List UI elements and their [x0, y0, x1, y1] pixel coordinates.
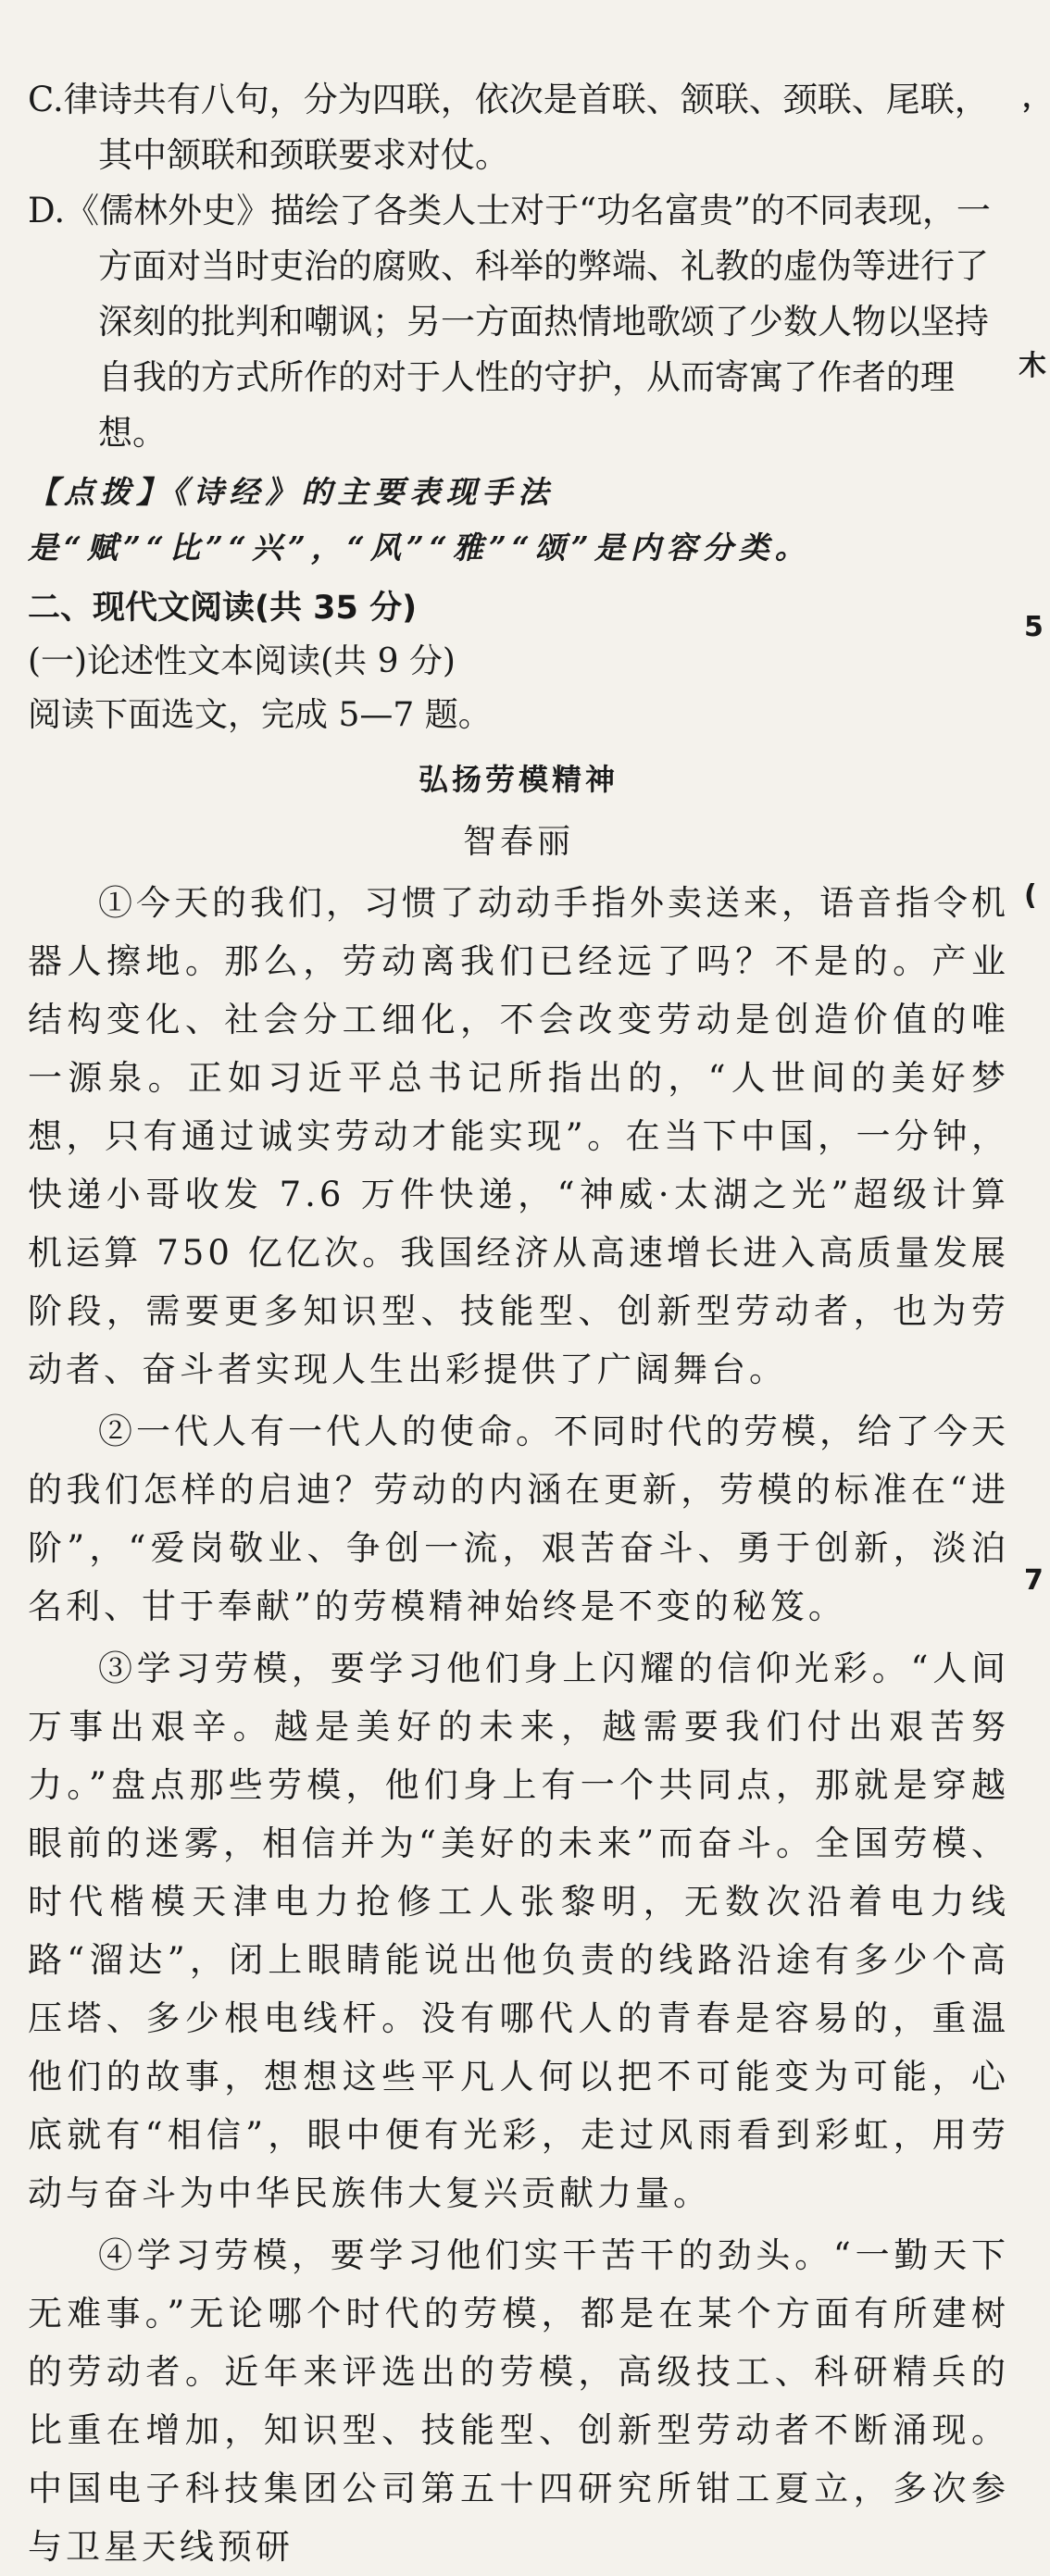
option-d: D.《儒林外史》描绘了各类人士对于“功名富贵”的不同表现，一方面对当时吏治的腐败、科举的弊端、礼教的虚伪等进行了深刻的批判和嘲讽；另一方面热情地歌颂了少数人物以坚持自我的方式所作的对于人性的守护，从而寄寓了作者的理想。 — [28, 191, 991, 453]
edge-mark-a: ， — [1022, 81, 1050, 114]
section-instruction: 阅读下面选文，完成 5—7 题。 — [28, 696, 492, 734]
edge-mark-d: ( — [1024, 879, 1037, 912]
article-paragraph-4: ④学习劳模，要学习他们实干苦干的劲头。“一勤天下无难事。”无论哪个时代的劳模，都是在某个方面有所建树的劳动者。近年来评选出的劳模，高级技工、科研精兵的比重在增加，知识型、技能型、创新型劳动者不断涌现。中国电子科技集团公司第五十四研究所钳工夏立，多次参与卫星天线预研 — [28, 2235, 1009, 2567]
edge-mark-c: 5 — [1024, 611, 1044, 643]
article-paragraph-1: ①今天的我们，习惯了动动手指外卖送来，语音指令机器人擦地。那么，劳动离我们已经远了吗？不是的。产业结构变化、社会分工细化，不会改变劳动是创造价值的唯一源泉。正如习近平总书记所指出的，“人世间的美好梦想，只有通过诚实劳动才能实现”。在当下中国，一分钟，快递小哥收发 7.6 万件快递，“神威·太湖之光”超级计算机运算 750 亿亿次。我国经济从高速增长进入高质量发展阶段，需要更多知识型、技能型、创新型劳动者，也为劳动者、奋斗者实现人生出彩提供了广阔舞台。 — [28, 883, 1009, 1389]
article-paragraph-2: ②一代人有一代人的使命。不同时代的劳模，给了今天的我们怎样的启迪？劳动的内涵在更新，劳模的标准在“进阶”，“爱岗敬业、争创一流，艰苦奋斗、勇于创新，淡泊名利、甘于奉献”的劳模精神始终是不变的秘笈。 — [28, 1412, 1009, 1626]
article-paragraph-3: ③学习劳模，要学习他们身上闪耀的信仰光彩。“人间万事出艰辛。越是美好的未来，越需要我们付出艰苦努力。”盘点那些劳模，他们身上有一个共同点，那就是穿越眼前的迷雾，相信并为“美好的未来”而奋斗。全国劳模、时代楷模天津电力抢修工人张黎明，无数次沿着电力线路“溜达”，闭上眼睛能说出他负责的线路沿途有多少个高压塔、多少根电线杆。没有哪代人的青春是容易的，重温他们的故事，想想这些平凡人何以把不可能变为可能，心底就有“相信”，眼中便有光彩，走过风雨看到彩虹，用劳动与奋斗为中华民族伟大复兴贡献力量。 — [28, 1649, 1009, 2213]
edge-mark-e: 7 — [1024, 1564, 1044, 1597]
option-c: C.律诗共有八句，分为四联，依次是首联、颔联、颈联、尾联，其中颔联和颈联要求对仗。 — [28, 80, 989, 175]
section-subtitle: (一)论述性文本阅读(共 9 分) — [28, 642, 456, 680]
section-title: 二、现代文阅读(共 35 分) — [28, 590, 418, 627]
article-title: 弘扬劳模精神 — [418, 762, 619, 797]
article-author: 智春丽 — [462, 823, 574, 861]
edge-mark-b: 木 — [1019, 350, 1046, 382]
main-column — [28, 72, 1009, 2576]
hint-note: 【点拨】《诗经》的主要表现手法是“赋”“比”“兴”，“风”“雅”“颂”是内容分类。 — [28, 474, 811, 566]
